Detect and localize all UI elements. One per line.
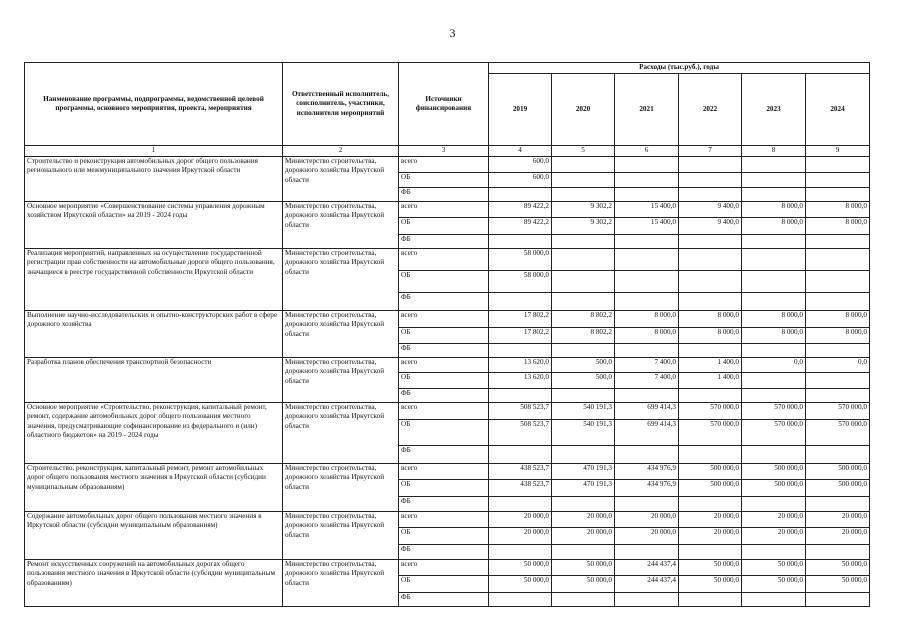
expense-value: 89 422,2	[489, 217, 552, 234]
expense-value	[806, 445, 870, 463]
funding-source: ОБ	[399, 527, 489, 544]
funding-source: ФБ	[399, 234, 489, 248]
expense-value: 13 620,0	[489, 372, 552, 388]
expense-value	[552, 187, 615, 201]
expense-value: 570 000,0	[806, 402, 870, 419]
row-name: Строительство, реконструкция, капитальный ремонт, ремонт автомобильных дорог общего пользования местного значения в Иркутской области (субсидии муниципальным образованиям)	[25, 463, 283, 511]
expense-value: 9 400,0	[679, 201, 742, 217]
funding-source: ФБ	[399, 388, 489, 402]
expense-value: 58 000,0	[489, 248, 552, 270]
funding-source: ФБ	[399, 187, 489, 201]
row-name: Выполнение научно-исследовательских и опытно-конструкторских работ в сфере дорожного хозяйства	[25, 310, 283, 357]
expense-value	[615, 234, 679, 248]
expense-value	[679, 388, 742, 402]
expense-value	[742, 445, 806, 463]
column-number: 1	[25, 146, 283, 157]
expense-value	[615, 592, 679, 606]
expense-value	[806, 372, 870, 388]
expense-value: 50 000,0	[742, 559, 806, 575]
header-program: Наименование программы, подпрограммы, ведомственной целевой программы, основного мероприятия, проекта, мероприятия	[25, 63, 283, 146]
expense-value	[742, 372, 806, 388]
expense-value: 50 000,0	[679, 559, 742, 575]
row-executor: Министерство строительства, дорожного хозяйства Иркутской области	[283, 310, 399, 357]
row-name: Реализация мероприятий, направленных на осуществление государственной регистрации прав собственности на автомобильные дороги общего пользования, значащиеся в реестре государственной собственности Иркутской области	[25, 248, 283, 310]
expense-value: 570 000,0	[806, 419, 870, 445]
expense-value	[679, 445, 742, 463]
expense-value: 500 000,0	[806, 479, 870, 496]
expense-value	[679, 496, 742, 511]
expense-value	[806, 172, 870, 187]
expense-value	[615, 156, 679, 172]
funding-source: всего	[399, 511, 489, 527]
column-number: 4	[489, 146, 552, 157]
expense-value: 244 437,4	[615, 559, 679, 575]
expense-value	[615, 172, 679, 187]
table-row	[25, 463, 870, 479]
expense-value	[489, 445, 552, 463]
expense-value: 0,0	[742, 357, 806, 372]
table-row	[25, 310, 870, 327]
funding-source: ОБ	[399, 419, 489, 445]
expense-value: 500,0	[552, 357, 615, 372]
expense-value	[489, 187, 552, 201]
column-number: 2	[283, 146, 399, 157]
expense-value: 15 400,0	[615, 201, 679, 217]
expense-value	[489, 388, 552, 402]
expense-value: 20 000,0	[806, 511, 870, 527]
row-name: Содержание автомобильных дорог общего пользования местного значения в Иркутской области (субсидии муниципальным образованиям)	[25, 511, 283, 559]
expense-value: 500 000,0	[679, 463, 742, 479]
expense-value: 699 414,3	[615, 402, 679, 419]
header-expenses: Расходы (тыс.руб.), годы	[489, 63, 870, 74]
expense-value: 58 000,0	[489, 270, 552, 292]
expense-value	[489, 496, 552, 511]
expense-value	[489, 292, 552, 310]
header-executor: Ответственный исполнитель, соисполнитель, участники, исполнители мероприятий	[283, 63, 399, 146]
expense-value	[679, 156, 742, 172]
expense-value	[806, 496, 870, 511]
expense-value	[489, 544, 552, 559]
expense-value	[679, 592, 742, 606]
expense-value	[615, 343, 679, 357]
funding-source: ФБ	[399, 496, 489, 511]
column-number: 3	[399, 146, 489, 157]
expense-value	[806, 156, 870, 172]
funding-source: ОБ	[399, 172, 489, 187]
expense-value: 600,0	[489, 156, 552, 172]
expense-value	[742, 343, 806, 357]
expense-value: 8 802,2	[552, 310, 615, 327]
funding-source: ФБ	[399, 544, 489, 559]
expense-value	[552, 592, 615, 606]
expense-value: 500 000,0	[806, 463, 870, 479]
expense-value: 9 302,2	[552, 201, 615, 217]
expense-value: 438 523,7	[489, 479, 552, 496]
funding-source: всего	[399, 156, 489, 172]
expense-value: 500,0	[552, 372, 615, 388]
expense-value: 699 414,3	[615, 419, 679, 445]
expense-value	[806, 270, 870, 292]
row-executor: Министерство строительства, дорожного хозяйства Иркутской области	[283, 559, 399, 606]
expense-value: 8 000,0	[742, 217, 806, 234]
expense-value: 8 000,0	[679, 327, 742, 343]
funding-source: всего	[399, 201, 489, 217]
row-executor: Министерство строительства, дорожного хозяйства Иркутской области	[283, 357, 399, 402]
expense-value	[742, 172, 806, 187]
column-number: 5	[552, 146, 615, 157]
header-year: 2019	[489, 74, 552, 146]
expense-value	[552, 388, 615, 402]
page-number: 3	[449, 26, 456, 40]
expense-value: 9 302,2	[552, 217, 615, 234]
funding-source: ОБ	[399, 575, 489, 592]
column-number: 8	[742, 146, 806, 157]
funding-source: ФБ	[399, 343, 489, 357]
expense-value: 50 000,0	[742, 575, 806, 592]
expense-value	[806, 234, 870, 248]
expense-value: 13 620,0	[489, 357, 552, 372]
expense-value: 50 000,0	[679, 575, 742, 592]
expense-value: 8 000,0	[679, 310, 742, 327]
expense-value: 500 000,0	[742, 479, 806, 496]
expense-value: 8 000,0	[742, 310, 806, 327]
expense-value: 17 802,2	[489, 310, 552, 327]
table-row	[25, 156, 870, 172]
expense-value	[679, 172, 742, 187]
expense-value: 8 000,0	[806, 327, 870, 343]
expense-value	[679, 187, 742, 201]
expense-value: 8 000,0	[615, 327, 679, 343]
expense-value: 8 000,0	[742, 327, 806, 343]
expense-value: 540 191,3	[552, 419, 615, 445]
expense-value: 20 000,0	[615, 527, 679, 544]
header-year: 2021	[615, 74, 679, 146]
expense-value	[742, 270, 806, 292]
row-name: Основное мероприятие «Совершенствование системы управления дорожным хозяйством Иркутской области» на 2019 - 2024 годы	[25, 201, 283, 248]
funding-source: всего	[399, 357, 489, 372]
row-executor: Министерство строительства, дорожного хозяйства Иркутской области	[283, 463, 399, 511]
expense-value	[806, 248, 870, 270]
expense-value: 50 000,0	[552, 575, 615, 592]
expense-value: 0,0	[806, 357, 870, 372]
funding-source: всего	[399, 248, 489, 270]
expense-value: 508 523,7	[489, 419, 552, 445]
expense-value	[806, 592, 870, 606]
header-sources: Источники финансирования	[399, 63, 489, 146]
table-row	[25, 559, 870, 575]
expense-value	[489, 234, 552, 248]
expense-value	[679, 544, 742, 559]
expense-value: 1 400,0	[679, 357, 742, 372]
expense-value: 8 802,2	[552, 327, 615, 343]
column-number: 9	[806, 146, 870, 157]
expense-value: 20 000,0	[742, 527, 806, 544]
expense-value: 434 976,9	[615, 479, 679, 496]
expense-value: 540 191,3	[552, 402, 615, 419]
expense-value	[552, 156, 615, 172]
expense-value	[615, 496, 679, 511]
expense-value: 570 000,0	[679, 402, 742, 419]
expense-value: 20 000,0	[552, 527, 615, 544]
row-executor: Министерство строительства, дорожного хозяйства Иркутской области	[283, 156, 399, 201]
expense-value: 20 000,0	[742, 511, 806, 527]
expense-value: 500 000,0	[742, 463, 806, 479]
expense-value: 7 400,0	[615, 357, 679, 372]
row-executor: Министерство строительства, дорожного хозяйства Иркутской области	[283, 248, 399, 310]
expense-value	[489, 343, 552, 357]
expense-value: 20 000,0	[489, 527, 552, 544]
expense-value: 20 000,0	[489, 511, 552, 527]
expense-value: 50 000,0	[806, 575, 870, 592]
expense-value	[679, 343, 742, 357]
expense-value	[552, 234, 615, 248]
expense-value	[679, 270, 742, 292]
expense-value	[742, 544, 806, 559]
expense-value: 508 523,7	[489, 402, 552, 419]
expense-value: 15 400,0	[615, 217, 679, 234]
table-row	[25, 201, 870, 217]
expense-value	[552, 248, 615, 270]
funding-source: ОБ	[399, 327, 489, 343]
expense-value	[615, 187, 679, 201]
funding-source: всего	[399, 310, 489, 327]
expense-value: 17 802,2	[489, 327, 552, 343]
expense-value: 570 000,0	[742, 419, 806, 445]
expense-value: 20 000,0	[615, 511, 679, 527]
expense-value	[806, 388, 870, 402]
expense-value	[552, 445, 615, 463]
budget-body	[25, 156, 870, 606]
table-row	[25, 357, 870, 372]
row-executor: Министерство строительства, дорожного хозяйства Иркутской области	[283, 511, 399, 559]
expense-value: 8 000,0	[806, 217, 870, 234]
expense-value: 570 000,0	[679, 419, 742, 445]
expense-value	[552, 343, 615, 357]
expense-value	[806, 187, 870, 201]
expense-value: 89 422,2	[489, 201, 552, 217]
expense-value	[742, 292, 806, 310]
expense-value	[615, 544, 679, 559]
expense-value: 8 000,0	[742, 201, 806, 217]
row-name: Разработка планов обеспечения транспортной безопасности	[25, 357, 283, 402]
expense-value: 8 000,0	[615, 310, 679, 327]
expense-value: 50 000,0	[552, 559, 615, 575]
expense-value	[742, 248, 806, 270]
expense-value	[742, 496, 806, 511]
expense-value	[806, 343, 870, 357]
expense-value: 600,0	[489, 172, 552, 187]
funding-source: всего	[399, 559, 489, 575]
header-year: 2020	[552, 74, 615, 146]
expense-value: 7 400,0	[615, 372, 679, 388]
table-row	[25, 511, 870, 527]
row-executor: Министерство строительства, дорожного хозяйства Иркутской области	[283, 402, 399, 463]
header-year: 2024	[806, 74, 870, 146]
header-year: 2022	[679, 74, 742, 146]
expense-value: 500 000,0	[679, 479, 742, 496]
row-name: Ремонт искусственных сооружений на автомобильных дорогах общего пользования местного значения в Иркутской области (субсидии муниципальным образованиям)	[25, 559, 283, 606]
expense-value	[489, 592, 552, 606]
expense-value: 8 000,0	[806, 310, 870, 327]
expense-value	[552, 496, 615, 511]
expense-value: 1 400,0	[679, 372, 742, 388]
header-year: 2023	[742, 74, 806, 146]
expense-value	[742, 388, 806, 402]
expense-value: 434 976,9	[615, 463, 679, 479]
funding-source: ОБ	[399, 217, 489, 234]
expense-value: 20 000,0	[679, 511, 742, 527]
expense-value: 50 000,0	[489, 575, 552, 592]
funding-source: ФБ	[399, 445, 489, 463]
row-name: Строительство и реконструкция автомобильных дорог общего пользования регионального или межмуниципального значения Иркутской области	[25, 156, 283, 201]
funding-source: ОБ	[399, 479, 489, 496]
expense-value	[806, 292, 870, 310]
expense-value: 570 000,0	[742, 402, 806, 419]
expense-value: 20 000,0	[806, 527, 870, 544]
expense-value	[742, 234, 806, 248]
expense-value	[615, 388, 679, 402]
expense-value	[552, 292, 615, 310]
expense-value: 244 437,4	[615, 575, 679, 592]
expense-value	[552, 544, 615, 559]
expense-value	[679, 248, 742, 270]
expense-value: 470 191,3	[552, 463, 615, 479]
expense-value	[742, 187, 806, 201]
expense-value	[615, 445, 679, 463]
expense-value	[806, 544, 870, 559]
expense-value	[615, 248, 679, 270]
expense-value: 470 191,3	[552, 479, 615, 496]
expense-value: 438 523,7	[489, 463, 552, 479]
column-number: 7	[679, 146, 742, 157]
expense-value	[742, 592, 806, 606]
budget-table	[24, 62, 870, 607]
expense-value: 8 000,0	[806, 201, 870, 217]
row-name: Основное мероприятие «Строительство, реконструкция, капитальный ремонт, ремонт, содержание автомобильных дорог общего пользования местного значения, предусматривающие софинансирование из федерального и (или) областного бюджетов» на 2019 - 2024 годы	[25, 402, 283, 463]
funding-source: всего	[399, 463, 489, 479]
expense-value: 20 000,0	[679, 527, 742, 544]
funding-source: ОБ	[399, 270, 489, 292]
expense-value: 50 000,0	[489, 559, 552, 575]
expense-value	[679, 292, 742, 310]
funding-source: ОБ	[399, 372, 489, 388]
expense-value: 50 000,0	[806, 559, 870, 575]
expense-value: 20 000,0	[552, 511, 615, 527]
funding-source: всего	[399, 402, 489, 419]
expense-value	[615, 292, 679, 310]
table-row	[25, 248, 870, 270]
expense-value	[679, 234, 742, 248]
expense-value	[615, 270, 679, 292]
column-number: 6	[615, 146, 679, 157]
funding-source: ФБ	[399, 592, 489, 606]
expense-value	[552, 172, 615, 187]
expense-value: 9 400,0	[679, 217, 742, 234]
funding-source: ФБ	[399, 292, 489, 310]
row-executor: Министерство строительства, дорожного хозяйства Иркутской области	[283, 201, 399, 248]
table-row	[25, 402, 870, 419]
expense-value	[552, 270, 615, 292]
expense-value	[742, 156, 806, 172]
